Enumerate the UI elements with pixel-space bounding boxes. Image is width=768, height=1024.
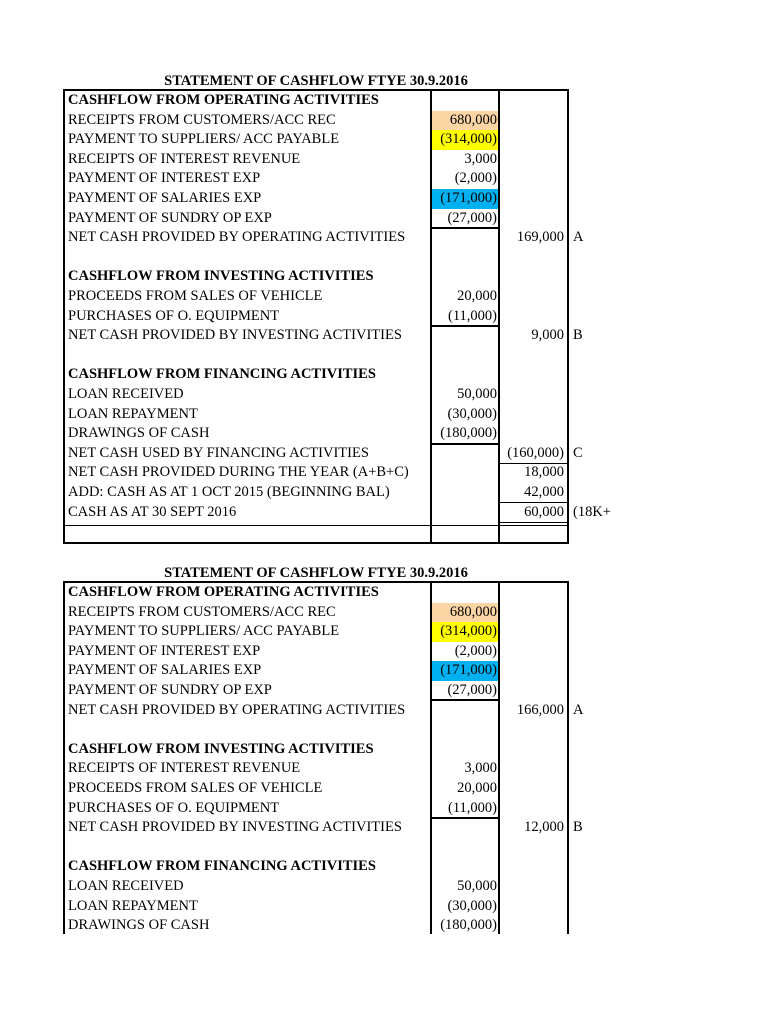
row-label: NET CASH PROVIDED BY INVESTING ACTIVITIES <box>68 819 402 836</box>
table-row <box>65 209 567 229</box>
row-label: NET CASH PROVIDED BY OPERATING ACTIVITIES <box>68 701 406 718</box>
table-row <box>65 622 567 642</box>
amount-cell: 20,000 <box>457 780 497 796</box>
row-label: LOAN REPAYMENT <box>68 405 198 422</box>
statement-2-title: STATEMENT OF CASHFLOW FTYE 30.9.2016 <box>164 565 468 581</box>
row-label: NET CASH PROVIDED BY OPERATING ACTIVITIES <box>68 229 406 246</box>
row-label: RECEIPTS FROM CUSTOMERS/ACC REC <box>68 603 336 620</box>
row-label: PAYMENT OF SUNDRY OP EXP <box>68 209 272 226</box>
row-divider <box>65 525 567 526</box>
table-row <box>65 111 567 131</box>
amount-cell: 680,000 <box>432 603 498 623</box>
table-row <box>65 897 567 917</box>
row-label: CASHFLOW FROM INVESTING ACTIVITIES <box>68 740 374 757</box>
section-letter: B <box>573 819 583 836</box>
statement-1-table <box>63 89 569 544</box>
grand-total-row <box>65 503 567 523</box>
table-row <box>65 130 567 150</box>
amount-cell: (11,000) <box>448 799 497 816</box>
amount-cell: (171,000) <box>432 189 498 209</box>
row-label: CASHFLOW FROM FINANCING ACTIVITIES <box>68 858 376 875</box>
section-header-investing <box>65 267 567 287</box>
amount-cell: (314,000) <box>432 130 498 150</box>
row-label: PAYMENT OF INTEREST EXP <box>68 170 261 187</box>
section-letter: A <box>573 701 584 718</box>
subtotal-row <box>65 701 567 721</box>
total-cell: 12,000 <box>524 819 564 836</box>
total-cell: 9,000 <box>531 327 564 344</box>
section-letter: B <box>573 327 583 344</box>
section-header-investing <box>65 740 567 760</box>
row-label: DRAWINGS OF CASH <box>68 425 210 442</box>
row-label: CASHFLOW FROM INVESTING ACTIVITIES <box>68 268 374 285</box>
section-header-operating <box>65 91 567 111</box>
row-label: RECEIPTS OF INTEREST REVENUE <box>68 150 301 167</box>
row-label: RECEIPTS OF INTEREST REVENUE <box>68 760 301 777</box>
subtotal-row <box>65 326 567 346</box>
row-label: PROCEEDS FROM SALES OF VEHICLE <box>68 288 323 304</box>
row-label: NET CASH USED BY FINANCING ACTIVITIES <box>68 444 369 461</box>
table-row <box>65 681 567 701</box>
double-underline <box>500 522 567 523</box>
row-label: PAYMENT OF SALARIES EXP <box>68 662 262 679</box>
table-row <box>65 189 567 209</box>
table-row <box>65 642 567 662</box>
amount-cell: (30,000) <box>447 405 497 422</box>
amount-cell: (11,000) <box>448 307 497 324</box>
row-label: RECEIPTS FROM CUSTOMERS/ACC REC <box>68 111 336 128</box>
row-label: PAYMENT OF INTEREST EXP <box>68 642 261 659</box>
table-row <box>65 877 567 897</box>
subtotal-row <box>65 228 567 248</box>
subtotal-row <box>65 444 567 464</box>
row-label: PAYMENT OF SUNDRY OP EXP <box>68 682 272 698</box>
table-row <box>65 287 567 307</box>
amount-cell: (2,000) <box>454 170 497 187</box>
statement-1-title: STATEMENT OF CASHFLOW FTYE 30.9.2016 <box>164 73 468 89</box>
row-label: DRAWINGS OF CASH <box>68 917 210 934</box>
table-row <box>65 424 567 444</box>
row-label: LOAN RECEIVED <box>68 878 184 894</box>
row-label: LOAN RECEIVED <box>68 386 184 402</box>
amount-cell: (180,000) <box>440 917 497 934</box>
table-row <box>65 779 567 799</box>
row-label: CASHFLOW FROM FINANCING ACTIVITIES <box>68 366 376 383</box>
row-label: PAYMENT TO SUPPLIERS/ ACC PAYABLE <box>68 623 340 640</box>
row-label: PURCHASES OF O. EQUIPMENT <box>68 799 280 816</box>
row-label: PAYMENT OF SALARIES EXP <box>68 190 262 206</box>
amount-cell: 50,000 <box>457 386 497 402</box>
table-row <box>65 463 567 483</box>
table-row <box>65 916 567 934</box>
section-header-financing <box>65 857 567 877</box>
amount-cell: (180,000) <box>440 425 497 442</box>
subtotal-row <box>65 818 567 838</box>
row-label: CASHFLOW FROM OPERATING ACTIVITIES <box>68 92 379 108</box>
statement-2-table <box>63 581 569 934</box>
table-row <box>65 759 567 779</box>
table-row <box>65 169 567 189</box>
total-cell: 169,000 <box>516 229 564 246</box>
amount-cell: (171,000) <box>432 661 498 681</box>
row-label: NET CASH PROVIDED DURING THE YEAR (A+B+C) <box>68 464 409 481</box>
section-header-operating <box>65 583 567 603</box>
table-row <box>65 661 567 681</box>
amount-cell: 680,000 <box>432 111 498 131</box>
row-label: NET CASH PROVIDED BY INVESTING ACTIVITIES <box>68 327 402 344</box>
total-cell: (160,000) <box>507 444 564 461</box>
row-label: PURCHASES OF O. EQUIPMENT <box>68 307 280 324</box>
table-row <box>65 150 567 170</box>
amount-cell: (314,000) <box>432 622 498 642</box>
amount-cell: (27,000) <box>447 682 497 698</box>
total-cell: 18,000 <box>524 464 564 481</box>
amount-cell: (2,000) <box>454 642 497 659</box>
row-label: CASH AS AT 30 SEPT 2016 <box>68 503 237 520</box>
amount-cell: 20,000 <box>457 288 497 304</box>
table-row <box>65 483 567 503</box>
row-label: PROCEEDS FROM SALES OF VEHICLE <box>68 780 323 796</box>
total-cell: 166,000 <box>516 701 564 718</box>
amount-cell: 3,000 <box>464 150 497 167</box>
amount-cell: 3,000 <box>464 760 497 777</box>
row-label: PAYMENT TO SUPPLIERS/ ACC PAYABLE <box>68 131 340 148</box>
row-label: ADD: CASH AS AT 1 OCT 2015 (BEGINNING BAL) <box>68 484 390 500</box>
row-label: LOAN REPAYMENT <box>68 897 198 914</box>
table-row <box>65 385 567 405</box>
side-note: (18K+ <box>573 503 611 520</box>
section-letter: A <box>573 229 584 246</box>
amount-cell: 50,000 <box>457 878 497 894</box>
section-letter: C <box>573 444 583 461</box>
row-label: CASHFLOW FROM OPERATING ACTIVITIES <box>68 584 379 600</box>
table-row <box>65 307 567 327</box>
grand-total-cell: 60,000 <box>524 503 564 520</box>
table-row <box>65 603 567 623</box>
table-row <box>65 405 567 425</box>
amount-cell: (27,000) <box>447 209 497 226</box>
table-row <box>65 799 567 819</box>
section-header-financing <box>65 365 567 385</box>
total-cell: 42,000 <box>524 484 564 500</box>
amount-cell: (30,000) <box>447 897 497 914</box>
